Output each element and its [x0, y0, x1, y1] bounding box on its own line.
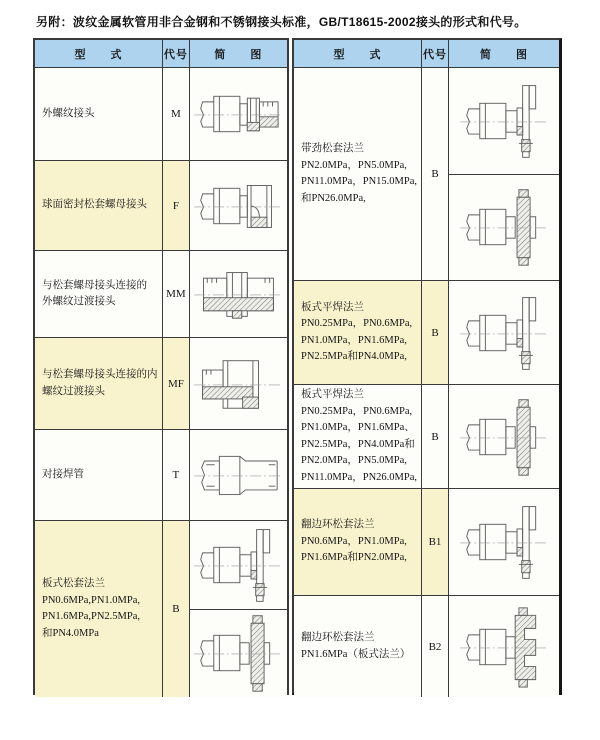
table-row: [35, 250, 287, 337]
hub-flange-diagram: [190, 612, 286, 694]
table-row: [294, 67, 559, 280]
header-diagram: 简 图: [214, 48, 263, 61]
header-code: 代号: [163, 40, 190, 67]
fitting-type-line: 板式平焊法兰: [301, 389, 364, 400]
fitting-type-line: 与松套螺母接头连接的: [42, 279, 147, 291]
fitting-diagram-cell: [449, 281, 559, 384]
fitting-type-line: PN1.6MPa,PN2.5MPa,: [42, 611, 141, 622]
hub-flange-diagram: [456, 186, 552, 268]
fitting-diagram-cell: [449, 174, 559, 281]
fitting-diagram-cell: [190, 68, 287, 160]
fitting-diagram-cell: [190, 609, 287, 698]
table-header-row: [294, 40, 559, 67]
fitting-type-line: PN11.0MPa，PN15.0MPa,: [301, 176, 418, 187]
fitting-table-right: [292, 38, 562, 695]
table-row: [294, 384, 559, 488]
table-header-row: [35, 40, 287, 67]
butt-weld-tube-diagram: [190, 434, 286, 516]
fitting-diagram-cell: [190, 251, 287, 337]
fitting-type-line: PN0.25MPa，PN0.6MPa,: [301, 405, 413, 417]
fitting-type-cell: [35, 338, 163, 429]
double-male-adapter-diagram: [190, 253, 286, 335]
table-row: [294, 488, 559, 595]
fitting-code-cell: M: [163, 68, 190, 160]
fitting-diagram-column: [190, 430, 287, 520]
fitting-type-cell: [35, 430, 163, 520]
fitting-type-cell: [294, 68, 422, 280]
fitting-diagram-cell: [449, 489, 559, 595]
fitting-diagram-column: [449, 385, 559, 488]
page-title: 另附：波纹金属软管用非合金钢和不锈钢接头标准，GB/T18615-2002接头的形式和代号。: [36, 15, 527, 29]
fitting-diagram-cell: [190, 161, 287, 250]
fitting-code-cell: T: [163, 430, 190, 520]
swivel-nut-fitting-diagram: [190, 165, 286, 247]
fitting-type-cell: [35, 68, 163, 160]
fitting-diagram-column: [190, 521, 287, 697]
hub-flange-diagram: [456, 396, 552, 478]
header-diagram: 简 图: [480, 48, 528, 61]
fitting-type-line: PN1.0MPa，PN1.6MPa,: [301, 334, 407, 346]
fitting-diagram-column: [190, 251, 287, 337]
fitting-type-cell: [294, 385, 422, 488]
plate-loose-flange-diagram: [456, 292, 552, 374]
fitting-diagram-cell: [449, 385, 559, 488]
fitting-code-cell: B: [422, 281, 449, 384]
fitting-type-line: 板式松套法兰: [42, 578, 105, 589]
plate-loose-flange-diagram: [456, 80, 552, 162]
fitting-type-cell: [35, 251, 163, 337]
fitting-diagram-column: [190, 68, 287, 160]
fitting-code-cell: B: [422, 68, 449, 280]
header-type: 型 式: [294, 40, 422, 67]
fitting-type-line: 翻边环松套法兰: [301, 632, 375, 643]
fitting-type-cell: [294, 596, 422, 697]
table-row: [35, 67, 287, 160]
fitting-diagram-cell: [190, 521, 287, 609]
fitting-type-cell: [294, 281, 422, 384]
table-row: [35, 337, 287, 429]
fitting-diagram-column: [449, 68, 559, 280]
fitting-type-line: 球面密封松套螺母接头: [42, 199, 147, 211]
fitting-type-line: 与松套螺母接头连接的内: [42, 369, 158, 380]
fitting-table-left: [33, 38, 289, 695]
lap-joint-flange-diagram: [456, 606, 552, 688]
fitting-type-line: 翻边环松套法兰: [301, 519, 375, 531]
fitting-type-line: 带劲松套法兰: [301, 143, 364, 154]
fitting-diagram-column: [190, 338, 287, 429]
fitting-type-line: 板式平焊法兰: [301, 301, 364, 313]
plate-loose-flange-diagram: [456, 501, 552, 583]
fitting-type-line: PN1.6MPa和PN2.0MPa,: [301, 552, 407, 564]
fitting-code-cell: B: [163, 521, 190, 697]
fitting-code-cell: B2: [422, 596, 449, 697]
fitting-diagram-cell: [190, 430, 287, 520]
table-row: [35, 429, 287, 520]
fitting-type-cell: [35, 521, 163, 697]
fitting-diagram-column: [449, 281, 559, 384]
fitting-type-cell: [294, 489, 422, 595]
table-row: [294, 595, 559, 697]
fitting-type-line: PN2.5MPa和PN4.0MPa,: [301, 351, 407, 362]
fitting-type-line: 外螺纹过渡接头: [42, 296, 116, 307]
fitting-type-line: PN2.5MPa，PN4.0MPa和: [301, 438, 415, 450]
fitting-diagram-column: [449, 489, 559, 595]
header-type: 型 式: [35, 40, 163, 67]
fitting-diagram-cell: [449, 68, 559, 174]
fitting-type-line: 外螺纹接头: [42, 107, 95, 119]
fitting-type-line: 和PN4.0MPa: [42, 627, 99, 639]
fitting-type-line: PN1.6MPa（板式法兰）: [301, 648, 411, 660]
fitting-code-cell: MF: [163, 338, 190, 429]
table-row: [35, 160, 287, 250]
fitting-type-line: PN2.0MPa，PN5.0MPa,: [301, 159, 407, 171]
table-row: [294, 280, 559, 384]
male-female-adapter-diagram: [190, 343, 286, 425]
table-row: [35, 520, 287, 697]
fitting-type-line: PN0.6MPa,PN1.0MPa,: [42, 594, 141, 606]
fitting-diagram-cell: [190, 338, 287, 429]
fitting-type-line: PN2.0MPa，PN5.0MPa,: [301, 455, 407, 466]
fitting-code-cell: B: [422, 385, 449, 488]
fitting-type-line: 螺纹过渡接头: [42, 385, 105, 397]
fitting-type-line: 和PN26.0MPa,: [301, 192, 366, 204]
fitting-code-cell: MM: [163, 251, 190, 337]
fitting-code-cell: B1: [422, 489, 449, 595]
fitting-type-cell: [35, 161, 163, 250]
fitting-diagram-cell: [449, 596, 559, 697]
plate-loose-flange-diagram: [190, 524, 286, 606]
fitting-code-cell: F: [163, 161, 190, 250]
fitting-type-line: PN1.0MPa，PN1.6MPa、: [301, 422, 415, 433]
fitting-type-line: 对接焊管: [42, 468, 84, 480]
fitting-type-line: PN11.0MPa，PN26.0MPa,: [301, 471, 418, 483]
fitting-type-line: PN0.6MPa，PN1.0MPa,: [301, 535, 407, 547]
fitting-type-line: PN0.25MPa，PN0.6MPa,: [301, 318, 413, 329]
male-thread-fitting-diagram: [190, 73, 286, 155]
header-code: 代号: [422, 40, 449, 67]
fitting-diagram-column: [449, 596, 559, 697]
fitting-diagram-column: [190, 161, 287, 250]
